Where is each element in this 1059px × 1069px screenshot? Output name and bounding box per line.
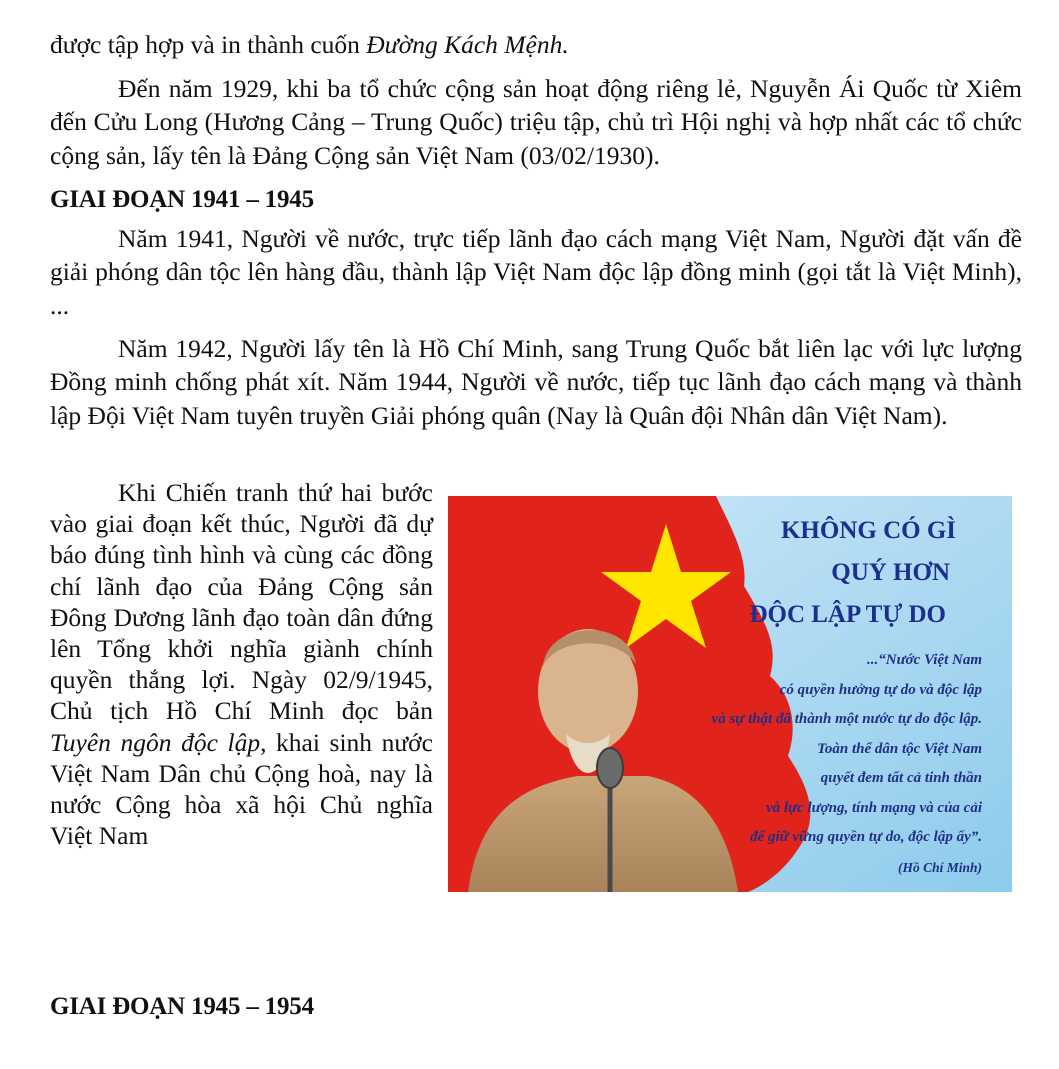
quote-line: và lực lượng, tính mạng và của cải [765, 799, 982, 816]
paragraph-text: Khi Chiến tranh thứ hai bước vào giai đoạn kết thúc, Người đã dự báo đúng tình hình và cùng các đồng chí lãnh đạo của Đảng Cộng sản Đông Dương lãnh đạo toàn dân đứng lên Tổng khởi nghĩa giành chính quyền thắng lợi. Ngày 02/9/1945, Chủ tịch Hồ Chí Minh đọc bản [50, 478, 433, 726]
section-heading-1941-1945: GIAI ĐOẠN 1941 – 1945 [50, 186, 314, 213]
quote-line: có quyền hưởng tự do và độc lập [779, 681, 982, 698]
section-heading-1945-1954: GIAI ĐOẠN 1945 – 1954 [50, 993, 314, 1020]
paragraph-1945 [50, 477, 433, 851]
ho-chi-minh-poster [448, 496, 1012, 892]
microphone-icon [597, 748, 623, 788]
paragraph-1941: Năm 1941, Người về nước, trực tiếp lãnh đạo cách mạng Việt Nam, Người đặt vấn đề giải phóng dân tộc lên hàng đầu, thành lập Việt Nam độc lập đồng minh (gọi tắt là Việt Minh), ... [50, 224, 1022, 320]
quote-line: ...“Nước Việt Nam [867, 652, 982, 668]
paragraph-1929: Đến năm 1929, khi ba tổ chức cộng sản hoạt động riêng lẻ, Nguyễn Ái Quốc từ Xiêm đến Cửu Long (Hương Cảng – Trung Quốc) triệu tập, chủ trì Hội nghị và hợp nhất các tổ chức cộng sản, lấy tên là Đảng Cộng sản Việt Nam (03/02/1930). [50, 74, 1022, 170]
paragraph-text: được tập hợp và in thành cuốn [50, 30, 367, 59]
paragraph-1942: Năm 1942, Người lấy tên là Hồ Chí Minh, sang Trung Quốc bắt liên lạc với lực lượng Đồng minh chống phát xít. Năm 1944, Người về nước, tiếp tục lãnh đạo cách mạng và thành lập Đội Việt Nam tuyên truyền Giải phóng quân (Nay là Quân đội Nhân dân Việt Nam). [50, 334, 1022, 430]
paragraph-text: , khai sinh nước Việt Nam Dân chủ Cộng hoà, nay là nước Cộng hòa xã hội Chủ nghĩa Việt Nam [50, 727, 433, 851]
paragraph-continuation [50, 28, 1022, 61]
poster-title-line-2: QUÝ HƠN [831, 559, 950, 586]
quote-line: và sự thật đã thành một nước tự do độc lập. [711, 711, 982, 727]
document-title: Tuyên ngôn độc lập [50, 727, 261, 757]
quote-line: để giữ vững quyền tự do, độc lập ấy”. [750, 829, 982, 845]
quote-line: Toàn thể dân tộc Việt Nam [817, 740, 982, 757]
poster-title-line-3: ĐỘC LẬP TỰ DO [749, 601, 946, 628]
quote-line: quyết đem tất cả tinh thần [820, 770, 982, 786]
poster-title-line-1: KHÔNG CÓ GÌ [780, 517, 956, 544]
quote-source: (Hồ Chí Minh) [897, 859, 982, 875]
poster-quote [682, 646, 982, 882]
book-title: Đường Kách Mệnh. [366, 30, 569, 59]
